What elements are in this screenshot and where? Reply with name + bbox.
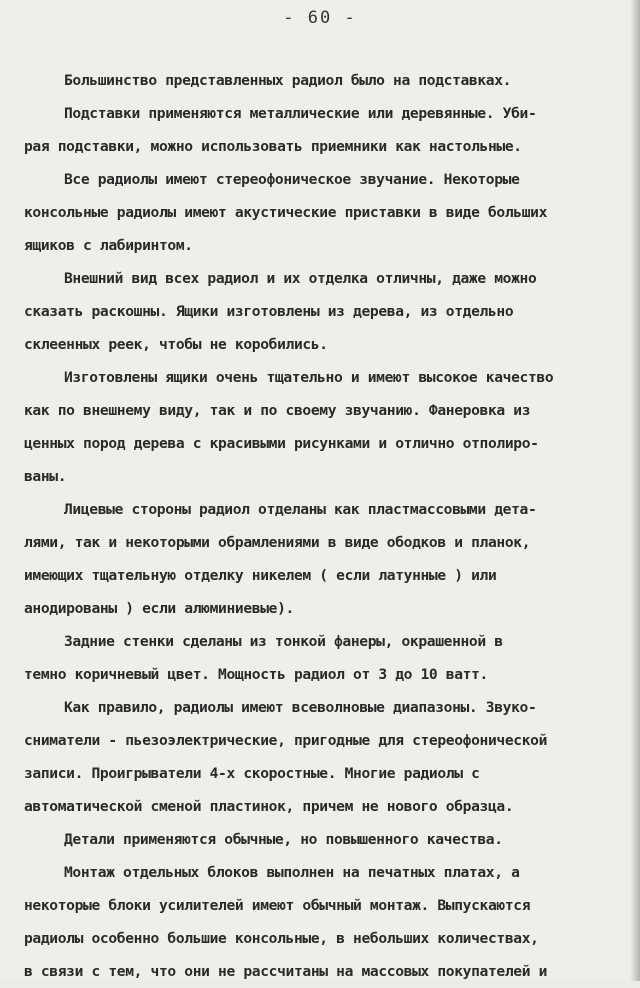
text-line: некоторые блоки усилителей имеют обычный монтаж. Выпускаются [24,897,531,914]
text-line: ваны. [24,468,67,485]
page-number: - 60 - [283,8,357,28]
text-line: лями, так и некоторыми обрамлениями в виде ободков и планок, [24,534,531,551]
text-line: Монтаж отдельных блоков выполнен на печатных платах, а [64,864,520,881]
text-line: склеенных реек, чтобы не коробились. [24,336,328,353]
text-line: Внешний вид всех радиол и их отделка отличны, даже можно [64,270,537,287]
text-line: Лицевые стороны радиол отделаны как пластмассовыми дета- [64,501,537,518]
text-line: Как правило, радиолы имеют всеволновые диапазоны. Звуко- [64,699,537,716]
text-line: имеющих тщательную отделку никелем ( если латунные ) или [24,567,497,584]
text-line: сниматели - пьезоэлектрические, пригодные для стереофонической [24,732,548,749]
text-line: записи. Проигрыватели 4-х скоростные. Многие радиолы с [24,765,480,782]
text-line: Изготовлены ящики очень тщательно и имеют высокое качество [64,369,554,386]
text-line: ценных пород дерева с красивыми рисунками и отлично отполиро- [24,435,539,452]
text-line: темно коричневый цвет. Мощность радиол от 3 до 10 ватт. [24,666,488,683]
text-line: Большинство представленных радиол было на подставках. [64,72,512,89]
text-line: анодированы ) если алюминиевые). [24,600,294,617]
text-line: Подставки применяются металлические или деревянные. Уби- [64,105,537,122]
text-line: рая подставки, можно использовать приемники как настольные. [24,138,522,155]
text-line: радиолы особенно большие консольные, в небольших количествах, [24,930,539,947]
text-line: ящиков с лабиринтом. [24,237,193,254]
text-line: Детали применяются обычные, но повышенного качества. [64,831,503,848]
text-line: как по внешнему виду, так и по своему звучанию. Фанеровка из [24,402,531,419]
text-line: Все радиолы имеют стереофоническое звучание. Некоторые [64,171,520,188]
text-line: в связи с тем, что они не рассчитаны на массовых покупателей и [24,963,548,980]
text-line: Задние стенки сделаны из тонкой фанеры, окрашенной в [64,633,503,650]
text-line: автоматической сменой пластинок, причем не нового образца. [24,798,514,815]
text-line: сказать раскошны. Ящики изготовлены из дерева, из отдельно [24,303,514,320]
page-edge-shadow [630,0,640,981]
text-line: консольные радиолы имеют акустические приставки в виде больших [24,204,548,221]
body-text [24,64,612,988]
